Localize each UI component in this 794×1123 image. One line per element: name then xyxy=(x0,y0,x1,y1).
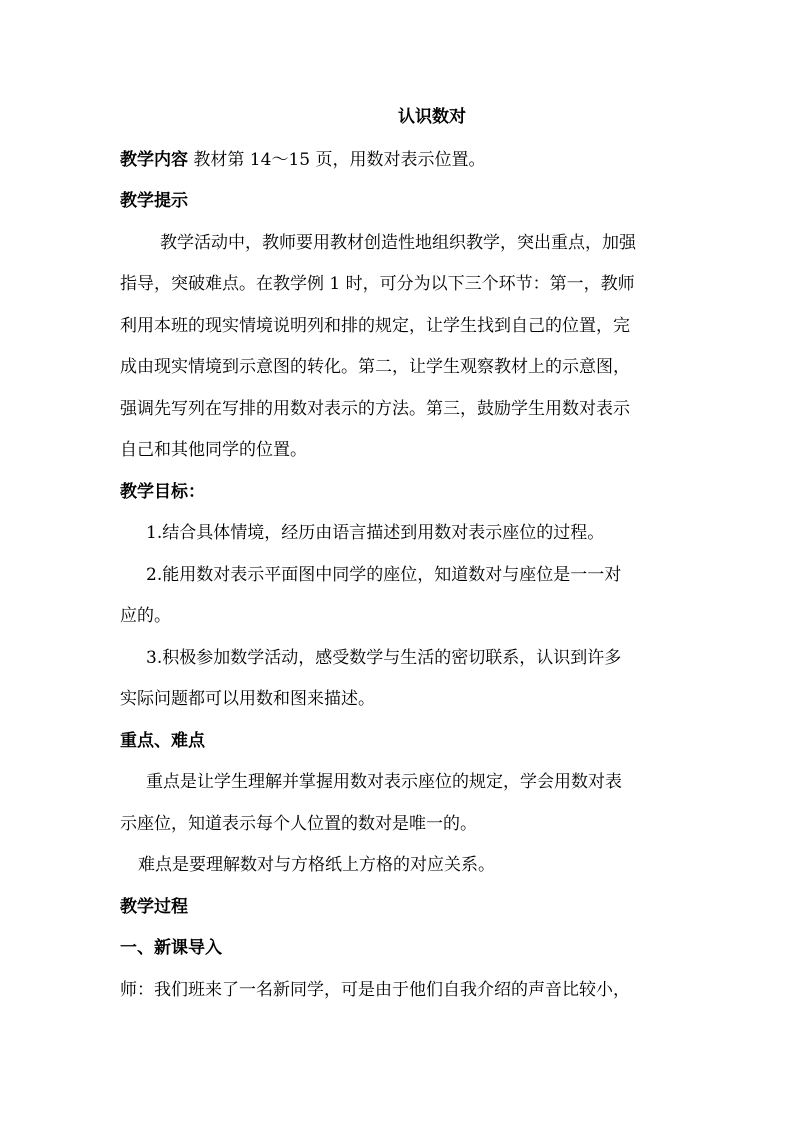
goals-line: 1.结合具体情境，经历由语言描述到用数对表示座位的过程。 xyxy=(146,523,605,543)
document-title: 认识数对 xyxy=(398,107,466,127)
tips-line: 教学活动中，教师要用教材创造性地组织教学，突出重点，加强 xyxy=(160,233,636,253)
process-sub-heading: 一、新课导入 xyxy=(120,938,222,958)
tips-line: 利用本班的现实情境说明列和排的规定，让学生找到自己的位置，完 xyxy=(120,316,630,336)
tips-line: 指导，突破难点。在教学例 1 时，可分为以下三个环节：第一，教师 xyxy=(120,274,635,294)
tips-heading: 教学提示 xyxy=(120,191,188,211)
goals-heading: 教学目标： xyxy=(120,482,205,502)
content-heading: 教学内容 xyxy=(120,150,188,170)
process-line: 师：我们班来了一名新同学，可是由于他们自我介绍的声音比较小， xyxy=(120,980,630,1000)
keypoints-line: 重点是让学生理解并掌握用数对表示座位的规定，学会用数对表 xyxy=(146,772,622,792)
keypoints-line: 示座位，知道表示每个人位置的数对是唯一的。 xyxy=(120,814,477,834)
content-line xyxy=(120,148,485,172)
goals-line: 3.积极参加数学活动，感受数学与生活的密切联系，认识到许多 xyxy=(146,648,622,668)
goals-line: 应的。 xyxy=(120,606,171,626)
content-text: 教材第 14～15 页，用数对表示位置。 xyxy=(188,150,486,170)
tips-line: 强调先写列在写排的用数对表示的方法。第三，鼓励学生用数对表示 xyxy=(120,399,630,419)
keypoints-heading: 重点、难点 xyxy=(120,731,205,751)
tips-line: 成由现实情境到示意图的转化。第二，让学生观察教材上的示意图， xyxy=(120,357,630,377)
process-heading: 教学过程 xyxy=(120,897,188,917)
tips-line: 自己和其他同学的位置。 xyxy=(120,440,307,460)
goals-line: 实际问题都可以用数和图来描述。 xyxy=(120,689,375,709)
keypoints-line: 难点是要理解数对与方格纸上方格的对应关系。 xyxy=(138,855,495,875)
goals-line: 2.能用数对表示平面图中同学的座位，知道数对与座位是一一对 xyxy=(146,565,622,585)
